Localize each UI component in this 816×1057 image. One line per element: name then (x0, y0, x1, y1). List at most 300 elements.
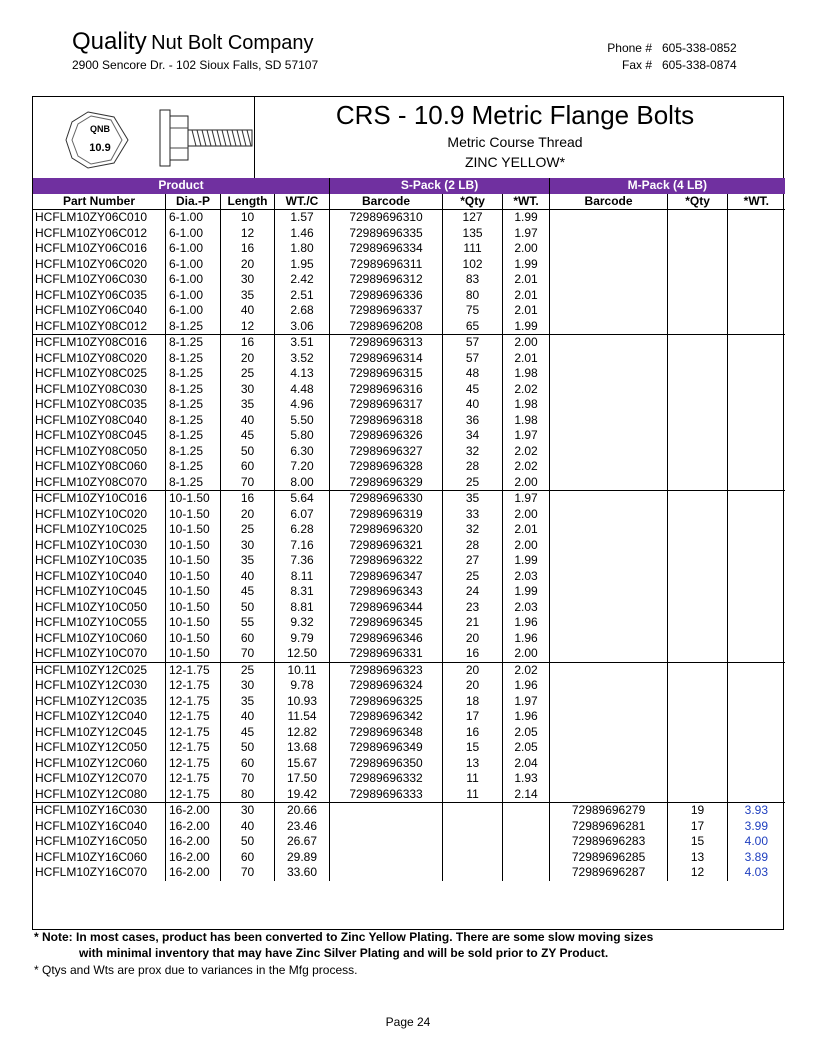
table-row (33, 413, 785, 429)
cell-spack-barcode: 72989696342 (330, 709, 443, 725)
cell-length: 35 (221, 553, 275, 569)
table-row (33, 662, 785, 678)
cell-mpack-qty (668, 678, 728, 694)
cell-spack-qty: 57 (443, 351, 503, 367)
cell-spack-barcode: 72989696337 (330, 303, 443, 319)
cell-spack-weight: 1.98 (503, 366, 550, 382)
cell-spack-barcode: 72989696345 (330, 615, 443, 631)
cell-part-number: HCFLM10ZY06C030 (33, 272, 166, 288)
cell-weight-per-c: 1.80 (275, 241, 330, 257)
cell-spack-barcode: 72989696313 (330, 335, 443, 351)
cell-weight-per-c: 4.48 (275, 382, 330, 398)
cell-spack-barcode: 72989696317 (330, 397, 443, 413)
table-row (33, 694, 785, 710)
cell-length: 40 (221, 819, 275, 835)
cell-spack-weight: 1.96 (503, 678, 550, 694)
cell-spack-qty: 135 (443, 226, 503, 242)
cell-spack-barcode (330, 819, 443, 835)
product-table (32, 178, 785, 881)
cell-dia-pitch: 10-1.50 (166, 507, 221, 523)
cell-spack-qty: 17 (443, 709, 503, 725)
cell-mpack-barcode (550, 584, 668, 600)
cell-mpack-barcode: 72989696285 (550, 850, 668, 866)
cell-part-number: HCFLM10ZY10C035 (33, 553, 166, 569)
cell-spack-qty: 65 (443, 319, 503, 335)
cell-weight-per-c: 6.30 (275, 444, 330, 460)
cell-mpack-barcode (550, 631, 668, 647)
cell-length: 25 (221, 662, 275, 678)
cell-spack-qty: 80 (443, 288, 503, 304)
cell-spack-barcode: 72989696346 (330, 631, 443, 647)
table-row (33, 210, 785, 226)
cell-spack-qty: 15 (443, 740, 503, 756)
cell-length: 30 (221, 678, 275, 694)
cell-mpack-qty (668, 351, 728, 367)
table-row (33, 428, 785, 444)
cell-mpack-barcode (550, 335, 668, 351)
page-number: Page 24 (385, 1015, 431, 1029)
cell-mpack-qty: 19 (668, 803, 728, 819)
col-length: Length (221, 194, 275, 210)
cell-spack-barcode: 72989696348 (330, 725, 443, 741)
cell-weight-per-c: 10.11 (275, 662, 330, 678)
cell-part-number: HCFLM10ZY16C050 (33, 834, 166, 850)
cell-spack-qty: 36 (443, 413, 503, 429)
cell-mpack-barcode (550, 257, 668, 273)
cell-spack-weight: 1.97 (503, 694, 550, 710)
cell-spack-barcode (330, 850, 443, 866)
column-header-row (33, 194, 785, 210)
cell-mpack-weight (728, 303, 785, 319)
cell-part-number: HCFLM10ZY12C045 (33, 725, 166, 741)
cell-mpack-qty (668, 382, 728, 398)
col-spack-barcode: Barcode (330, 194, 443, 210)
cell-mpack-barcode (550, 366, 668, 382)
cell-spack-barcode: 72989696349 (330, 740, 443, 756)
cell-part-number: HCFLM10ZY08C040 (33, 413, 166, 429)
cell-mpack-qty (668, 428, 728, 444)
cell-mpack-qty (668, 756, 728, 772)
cell-spack-qty (443, 850, 503, 866)
cell-weight-per-c: 5.64 (275, 491, 330, 507)
cell-mpack-qty (668, 553, 728, 569)
cell-weight-per-c: 15.67 (275, 756, 330, 772)
cell-spack-barcode: 72989696336 (330, 288, 443, 304)
cell-spack-qty: 45 (443, 382, 503, 398)
product-title: CRS - 10.9 Metric Flange Bolts (335, 100, 695, 130)
cell-dia-pitch: 8-1.25 (166, 413, 221, 429)
fax-number: 605-338-0874 (662, 58, 737, 72)
cell-spack-barcode (330, 865, 443, 881)
cell-spack-barcode: 72989696332 (330, 771, 443, 787)
cell-length: 80 (221, 787, 275, 803)
cell-mpack-qty (668, 491, 728, 507)
cell-spack-qty: 32 (443, 522, 503, 538)
cell-mpack-weight (728, 694, 785, 710)
cell-dia-pitch: 12-1.75 (166, 694, 221, 710)
table-row (33, 584, 785, 600)
logo-brand: QNB (90, 124, 110, 134)
table-row (33, 288, 785, 304)
cell-spack-barcode: 72989696323 (330, 662, 443, 678)
table-row (33, 522, 785, 538)
cell-dia-pitch: 8-1.25 (166, 366, 221, 382)
cell-spack-weight (503, 803, 550, 819)
cell-length: 16 (221, 491, 275, 507)
cell-mpack-qty (668, 413, 728, 429)
cell-dia-pitch: 8-1.25 (166, 459, 221, 475)
cell-mpack-qty (668, 740, 728, 756)
cell-dia-pitch: 6-1.00 (166, 257, 221, 273)
cell-spack-qty: 32 (443, 444, 503, 460)
cell-weight-per-c: 3.52 (275, 351, 330, 367)
cell-dia-pitch: 8-1.25 (166, 319, 221, 335)
cell-spack-weight: 2.14 (503, 787, 550, 803)
cell-weight-per-c: 4.13 (275, 366, 330, 382)
cell-length: 70 (221, 475, 275, 491)
cell-part-number: HCFLM10ZY08C035 (33, 397, 166, 413)
cell-mpack-barcode (550, 288, 668, 304)
cell-mpack-qty (668, 600, 728, 616)
cell-length: 25 (221, 366, 275, 382)
cell-mpack-weight: 4.03 (728, 865, 785, 881)
cell-spack-barcode: 72989696310 (330, 210, 443, 226)
cell-mpack-qty (668, 569, 728, 585)
cell-mpack-weight: 3.99 (728, 819, 785, 835)
cell-weight-per-c: 5.80 (275, 428, 330, 444)
cell-spack-qty: 23 (443, 600, 503, 616)
cell-spack-qty: 57 (443, 335, 503, 351)
cell-spack-barcode: 72989696344 (330, 600, 443, 616)
cell-part-number: HCFLM10ZY12C080 (33, 787, 166, 803)
cell-part-number: HCFLM10ZY12C040 (33, 709, 166, 725)
cell-spack-barcode: 72989696330 (330, 491, 443, 507)
cell-mpack-weight (728, 257, 785, 273)
cell-spack-barcode: 72989696325 (330, 694, 443, 710)
cell-dia-pitch: 8-1.25 (166, 475, 221, 491)
cell-spack-qty: 40 (443, 397, 503, 413)
cell-mpack-weight (728, 351, 785, 367)
cell-spack-qty: 111 (443, 241, 503, 257)
cell-mpack-qty (668, 226, 728, 242)
table-row (33, 725, 785, 741)
cell-mpack-barcode (550, 569, 668, 585)
table-row (33, 615, 785, 631)
cell-length: 70 (221, 865, 275, 881)
table-row (33, 756, 785, 772)
cell-weight-per-c: 12.50 (275, 646, 330, 662)
cell-spack-barcode: 72989696208 (330, 319, 443, 335)
phone-number: 605-338-0852 (662, 41, 737, 55)
product-rows (33, 210, 785, 881)
cell-mpack-weight (728, 413, 785, 429)
cell-length: 45 (221, 584, 275, 600)
cell-length: 30 (221, 538, 275, 554)
cell-mpack-barcode (550, 787, 668, 803)
cell-mpack-weight (728, 553, 785, 569)
cell-spack-weight: 2.02 (503, 459, 550, 475)
cell-mpack-barcode: 72989696279 (550, 803, 668, 819)
cell-dia-pitch: 6-1.00 (166, 288, 221, 304)
cell-mpack-qty (668, 303, 728, 319)
cell-mpack-weight (728, 226, 785, 242)
cell-weight-per-c: 23.46 (275, 819, 330, 835)
cell-spack-qty: 25 (443, 475, 503, 491)
table-row (33, 475, 785, 491)
cell-spack-barcode (330, 803, 443, 819)
cell-part-number: HCFLM10ZY16C070 (33, 865, 166, 881)
cell-spack-barcode: 72989696334 (330, 241, 443, 257)
cell-spack-weight: 2.03 (503, 569, 550, 585)
cell-mpack-barcode (550, 382, 668, 398)
table-row (33, 600, 785, 616)
cell-weight-per-c: 2.42 (275, 272, 330, 288)
cell-mpack-weight (728, 662, 785, 678)
cell-spack-barcode: 72989696320 (330, 522, 443, 538)
cell-mpack-barcode (550, 475, 668, 491)
cell-weight-per-c: 3.06 (275, 319, 330, 335)
cell-mpack-weight (728, 241, 785, 257)
cell-mpack-qty (668, 210, 728, 226)
cell-mpack-qty (668, 288, 728, 304)
cell-dia-pitch: 10-1.50 (166, 538, 221, 554)
cell-spack-qty (443, 803, 503, 819)
cell-spack-barcode: 72989696322 (330, 553, 443, 569)
company-name (72, 28, 313, 56)
cell-spack-qty (443, 819, 503, 835)
cell-spack-qty: 21 (443, 615, 503, 631)
cell-dia-pitch: 8-1.25 (166, 335, 221, 351)
cell-weight-per-c: 8.31 (275, 584, 330, 600)
cell-length: 35 (221, 288, 275, 304)
cell-mpack-barcode (550, 272, 668, 288)
thread-type: Metric Course Thread (447, 134, 583, 150)
cell-spack-qty: 16 (443, 725, 503, 741)
cell-length: 50 (221, 740, 275, 756)
cell-part-number: HCFLM10ZY08C012 (33, 319, 166, 335)
cell-weight-per-c: 8.00 (275, 475, 330, 491)
cell-spack-weight: 2.01 (503, 272, 550, 288)
table-row (33, 303, 785, 319)
cell-part-number: HCFLM10ZY06C040 (33, 303, 166, 319)
cell-weight-per-c: 7.16 (275, 538, 330, 554)
table-row (33, 803, 785, 819)
cell-part-number: HCFLM10ZY10C045 (33, 584, 166, 600)
cell-spack-qty: 20 (443, 678, 503, 694)
cell-spack-weight: 1.97 (503, 226, 550, 242)
cell-spack-qty: 27 (443, 553, 503, 569)
cell-part-number: HCFLM10ZY08C016 (33, 335, 166, 351)
table-row (33, 538, 785, 554)
cell-mpack-qty (668, 459, 728, 475)
cell-part-number: HCFLM10ZY08C025 (33, 366, 166, 382)
cell-mpack-weight (728, 366, 785, 382)
cell-weight-per-c: 2.68 (275, 303, 330, 319)
cell-length: 40 (221, 709, 275, 725)
cell-length: 55 (221, 615, 275, 631)
cell-mpack-barcode (550, 303, 668, 319)
cell-spack-weight: 1.96 (503, 709, 550, 725)
cell-mpack-barcode (550, 351, 668, 367)
cell-dia-pitch: 8-1.25 (166, 397, 221, 413)
cell-length: 16 (221, 335, 275, 351)
cell-weight-per-c: 13.68 (275, 740, 330, 756)
cell-spack-weight (503, 865, 550, 881)
cell-mpack-barcode (550, 428, 668, 444)
table-row (33, 444, 785, 460)
table-row (33, 382, 785, 398)
table-row (33, 631, 785, 647)
cell-weight-per-c: 7.20 (275, 459, 330, 475)
cell-mpack-barcode: 72989696287 (550, 865, 668, 881)
cell-length: 40 (221, 569, 275, 585)
cell-part-number: HCFLM10ZY16C040 (33, 819, 166, 835)
cell-dia-pitch: 12-1.75 (166, 678, 221, 694)
cell-mpack-barcode (550, 507, 668, 523)
cell-dia-pitch: 8-1.25 (166, 382, 221, 398)
cell-spack-weight: 1.96 (503, 615, 550, 631)
cell-mpack-barcode (550, 553, 668, 569)
cell-mpack-qty (668, 771, 728, 787)
cell-part-number: HCFLM10ZY06C012 (33, 226, 166, 242)
cell-part-number: HCFLM10ZY06C016 (33, 241, 166, 257)
cell-length: 20 (221, 351, 275, 367)
cell-part-number: HCFLM10ZY10C060 (33, 631, 166, 647)
cell-mpack-qty (668, 335, 728, 351)
cell-weight-per-c: 2.51 (275, 288, 330, 304)
table-row (33, 351, 785, 367)
table-row (33, 226, 785, 242)
cell-spack-weight: 2.03 (503, 600, 550, 616)
cell-mpack-barcode (550, 226, 668, 242)
cell-mpack-qty (668, 709, 728, 725)
cell-weight-per-c: 3.51 (275, 335, 330, 351)
cell-spack-weight: 2.02 (503, 444, 550, 460)
cell-mpack-weight (728, 319, 785, 335)
cell-part-number: HCFLM10ZY08C045 (33, 428, 166, 444)
cell-mpack-qty (668, 631, 728, 647)
cell-spack-barcode: 72989696324 (330, 678, 443, 694)
cell-spack-qty: 33 (443, 507, 503, 523)
cell-spack-qty: 11 (443, 787, 503, 803)
table-row (33, 865, 785, 881)
cell-part-number: HCFLM10ZY08C030 (33, 382, 166, 398)
col-mpack-qty: *Qty (668, 194, 728, 210)
cell-mpack-qty (668, 787, 728, 803)
cell-part-number: HCFLM10ZY08C050 (33, 444, 166, 460)
cell-mpack-barcode (550, 662, 668, 678)
cell-part-number: HCFLM10ZY10C025 (33, 522, 166, 538)
cell-mpack-weight (728, 382, 785, 398)
cell-weight-per-c: 29.89 (275, 850, 330, 866)
cell-spack-weight: 1.97 (503, 428, 550, 444)
table-row (33, 272, 785, 288)
cell-part-number: HCFLM10ZY10C040 (33, 569, 166, 585)
cell-mpack-qty: 12 (668, 865, 728, 881)
cell-mpack-barcode (550, 740, 668, 756)
cell-weight-per-c: 17.50 (275, 771, 330, 787)
col-spack-qty: *Qty (443, 194, 503, 210)
table-row (33, 569, 785, 585)
cell-spack-weight: 1.98 (503, 413, 550, 429)
cell-spack-barcode: 72989696335 (330, 226, 443, 242)
cell-part-number: HCFLM10ZY12C060 (33, 756, 166, 772)
cell-spack-barcode: 72989696333 (330, 787, 443, 803)
cell-mpack-barcode (550, 491, 668, 507)
cell-mpack-qty (668, 507, 728, 523)
cell-weight-per-c: 1.95 (275, 257, 330, 273)
cell-spack-qty: 16 (443, 646, 503, 662)
cell-mpack-weight (728, 522, 785, 538)
cell-mpack-qty: 15 (668, 834, 728, 850)
cell-spack-weight (503, 850, 550, 866)
cell-spack-weight (503, 819, 550, 835)
cell-spack-weight: 2.00 (503, 507, 550, 523)
cell-mpack-weight (728, 646, 785, 662)
cell-spack-barcode (330, 834, 443, 850)
cell-spack-weight: 1.99 (503, 584, 550, 600)
cell-mpack-qty (668, 522, 728, 538)
cell-weight-per-c: 12.82 (275, 725, 330, 741)
cell-length: 30 (221, 272, 275, 288)
cell-spack-qty: 13 (443, 756, 503, 772)
cell-dia-pitch: 8-1.25 (166, 351, 221, 367)
cell-spack-weight: 2.04 (503, 756, 550, 772)
cell-weight-per-c: 20.66 (275, 803, 330, 819)
cell-mpack-weight (728, 631, 785, 647)
cell-spack-qty: 28 (443, 538, 503, 554)
cell-dia-pitch: 16-2.00 (166, 850, 221, 866)
table-row (33, 740, 785, 756)
cell-length: 70 (221, 771, 275, 787)
cell-mpack-weight (728, 615, 785, 631)
contact-block (590, 40, 744, 74)
cell-mpack-barcode (550, 678, 668, 694)
cell-mpack-weight: 3.93 (728, 803, 785, 819)
table-row (33, 241, 785, 257)
cell-weight-per-c: 5.50 (275, 413, 330, 429)
cell-mpack-barcode (550, 522, 668, 538)
table-row (33, 646, 785, 662)
group-mpack: M-Pack (4 LB) (550, 178, 785, 194)
cell-length: 50 (221, 834, 275, 850)
cell-spack-barcode: 72989696316 (330, 382, 443, 398)
cell-spack-weight: 2.02 (503, 662, 550, 678)
group-spack: S-Pack (2 LB) (330, 178, 550, 194)
cell-mpack-weight (728, 584, 785, 600)
phone-label: Phone # (607, 41, 652, 55)
cell-length: 60 (221, 459, 275, 475)
cell-spack-weight (503, 834, 550, 850)
cell-dia-pitch: 12-1.75 (166, 771, 221, 787)
cell-spack-barcode: 72989696312 (330, 272, 443, 288)
cell-mpack-weight: 4.00 (728, 834, 785, 850)
cell-spack-barcode: 72989696311 (330, 257, 443, 273)
cell-part-number: HCFLM10ZY12C025 (33, 662, 166, 678)
cell-length: 25 (221, 522, 275, 538)
cell-spack-qty: 18 (443, 694, 503, 710)
cell-dia-pitch: 12-1.75 (166, 787, 221, 803)
cell-mpack-qty (668, 272, 728, 288)
cell-part-number: HCFLM10ZY12C070 (33, 771, 166, 787)
cell-spack-weight: 2.00 (503, 335, 550, 351)
cell-mpack-barcode (550, 646, 668, 662)
cell-mpack-weight: 3.89 (728, 850, 785, 866)
cell-length: 20 (221, 257, 275, 273)
cell-length: 16 (221, 241, 275, 257)
cell-weight-per-c: 1.57 (275, 210, 330, 226)
cell-weight-per-c: 9.32 (275, 615, 330, 631)
